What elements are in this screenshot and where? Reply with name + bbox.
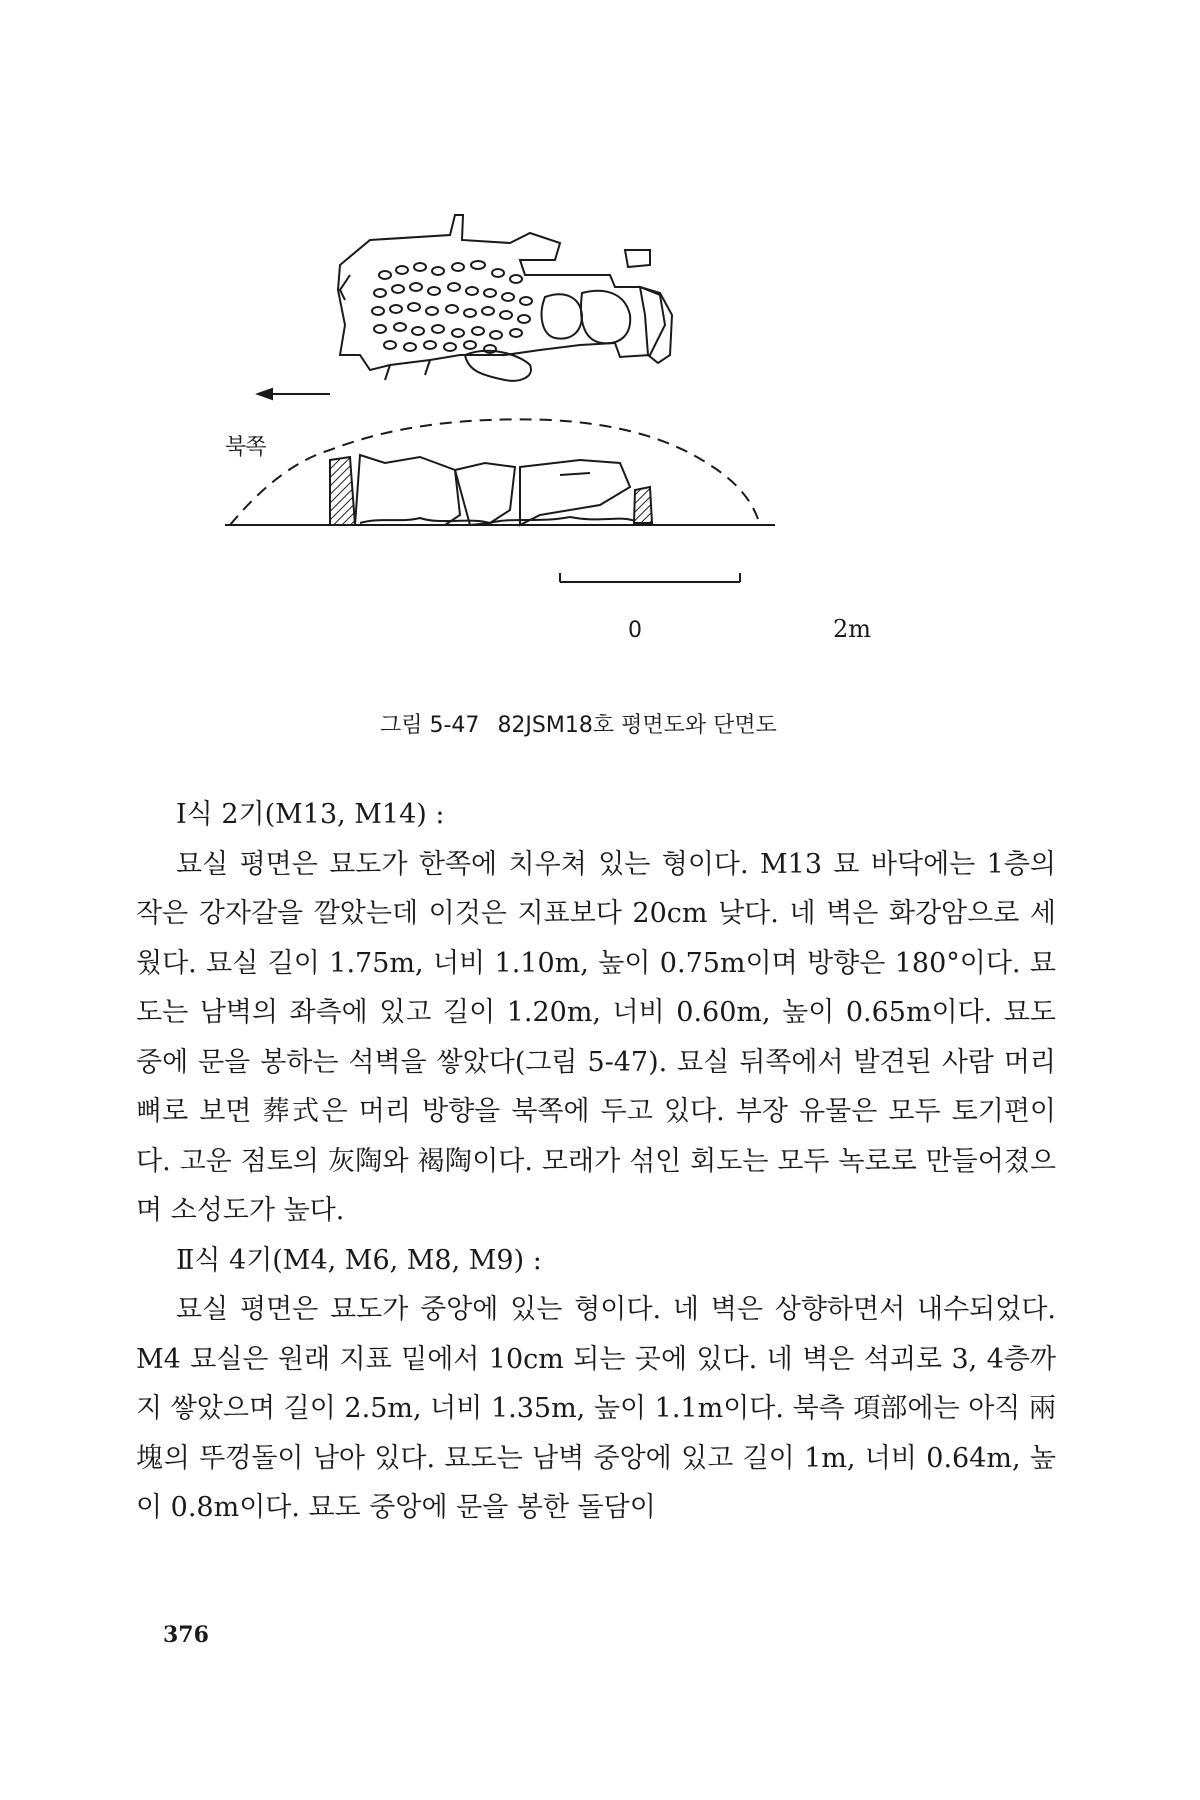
plan-lintel-stone-1: [542, 294, 582, 338]
scale-start-label: 0: [628, 618, 642, 643]
body-text: [136, 790, 1056, 1533]
figure-caption: [380, 708, 880, 739]
section-inner-line-1: [560, 473, 590, 475]
plan-side-rock: [640, 287, 672, 363]
caption-number: 그림 5-47: [380, 713, 480, 738]
section-heading-type2: Ⅱ식 4기(M4, M6, M8, M9) :: [176, 1244, 542, 1276]
tomb-plan-and-section-drawing: [220, 205, 900, 685]
plan-pebbles: [372, 261, 532, 353]
section-stone-2: [455, 463, 515, 525]
north-label: 북쪽: [225, 435, 266, 460]
scale-bar: [560, 573, 740, 582]
paragraph-type2: 묘실 평면은 묘도가 중앙에 있는 형이다. 네 벽은 상향하면서 내수되었다. M4 묘실은 원래 지표 밑에서 10cm 되는 곳에 있다. 네 벽은 석괴로 3, 4층까지 쌓았으며 길이 2.5m, 너비 1.35m, 높이 1.1m이다. 북측 項部에는 아직 兩塊의 뚜껑돌이 남아 있다. 묘도는 남벽 중앙에 있고 길이 1m, 너비 0.64m, 높이 0.8m이다. 묘도 중앙에 문을 봉한 돌담이: [136, 1294, 1056, 1523]
plan-small-stone: [625, 250, 650, 267]
page-number: 376: [163, 1622, 209, 1648]
plan-outline: [338, 215, 665, 370]
section-stone-3: [520, 460, 630, 525]
section-left-wall: [330, 457, 355, 525]
north-arrow-head: [258, 389, 272, 399]
section-right-wall: [634, 487, 652, 523]
section-mound-dashed: [230, 419, 760, 525]
paragraph-type1: 묘실 평면은 묘도가 한쪽에 치우쳐 있는 형이다. M13 묘 바닥에는 1층의 작은 강자갈을 깔았는데 이것은 지표보다 20cm 낮다. 네 벽은 화강암으로 세웠다. 묘실 길이 1.75m, 너비 1.10m, 높이 0.75m이며 방향은 180°이다. 묘도는 남벽의 좌측에 있고 길이 1.20m, 너비 0.60m, 높이 0.65m이다. 묘도 중에 문을 봉하는 석벽을 쌓았다(그림 5-47). 묘실 뒤쪽에서 발견된 사람 머리뼈로 보면 葬式은 머리 방향을 북쪽에 두고 있다. 부장 유물은 모두 토기편이다. 고운 점토의 灰陶와 褐陶이다. 모래가 섞인 회도는 모두 녹로로 만들어졌으며 소성도가 높다.: [136, 848, 1056, 1226]
tomb-figure: [220, 205, 900, 685]
caption-title: 82JSM18호 평면도와 단면도: [497, 713, 777, 738]
plan-lintel-stone-2: [581, 291, 630, 343]
scale-end-label: 2m: [833, 615, 872, 643]
section-heading-type1: Ⅰ식 2기(M13, M14) :: [176, 799, 445, 830]
plan-crack-line: [340, 275, 350, 300]
section-stone-1: [355, 455, 460, 525]
